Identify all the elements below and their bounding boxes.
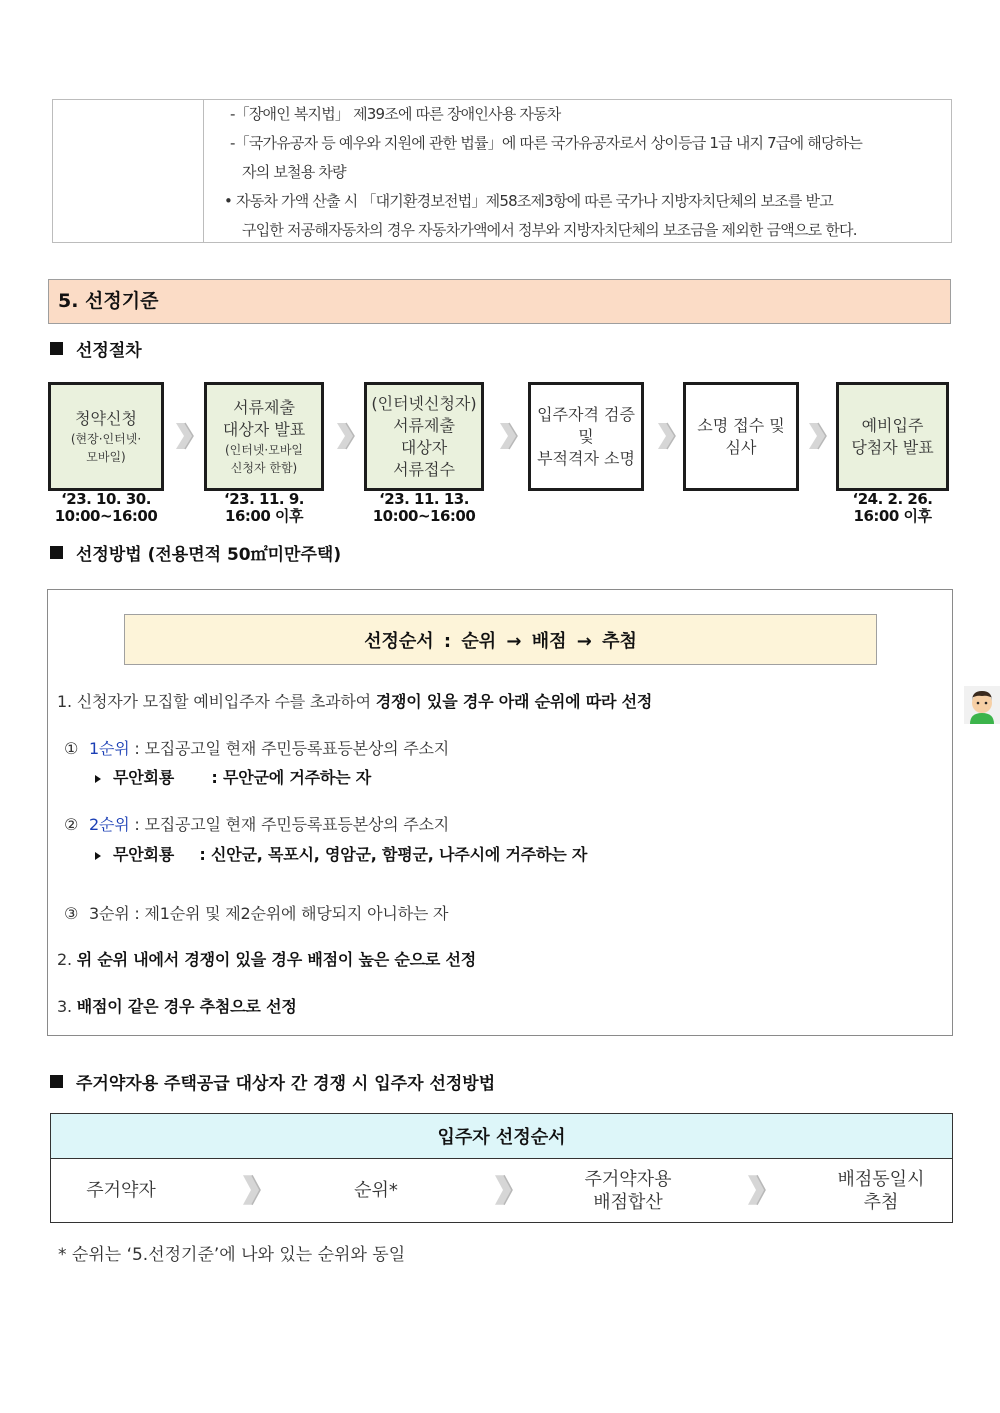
rank-1-detail <box>95 765 371 788</box>
selection-step-line: 주거약자 <box>86 1180 156 1201</box>
method-item-1 <box>57 689 652 712</box>
selection-step-1 <box>46 1159 196 1222</box>
table-title: 입주자 선정순서 <box>51 1114 952 1159</box>
method-item-3-text: 배점이 같은 경우 추첨으로 선정 <box>76 997 297 1016</box>
step-line: 대상자 <box>400 437 448 457</box>
step-date <box>354 491 494 525</box>
method-item-3 <box>57 994 297 1017</box>
step-note: (인터넷·모바일 <box>224 442 304 457</box>
step-date <box>194 491 334 525</box>
rank-3-text: 3순위 : 제1순위 및 제2순위에 해당되지 아니하는 자 <box>89 904 449 923</box>
square-bullet-icon <box>50 1075 63 1088</box>
method-item-2-text: 위 순위 내에서 경쟁이 있을 경우 배점이 높은 순으로 선정 <box>76 950 476 969</box>
selection-step-line: 추첨 <box>863 1191 899 1213</box>
rank-1-complex: 무안회룡 <box>113 768 175 787</box>
procedure-heading-text: 선정절차 <box>76 341 142 361</box>
step-line: 서류제출 <box>233 397 295 417</box>
method-item-1-text: 1. 신청자가 모집할 예비입주자 수를 초과하여 <box>57 692 376 711</box>
step-line: 입주자격 검증 <box>537 404 635 424</box>
procedure-step-6 <box>836 382 949 491</box>
rank-2-rest: 에 거주하는 자 <box>484 845 588 864</box>
chevron-arrow-icon <box>239 1173 261 1207</box>
table-line: 자의 보철용 차량 <box>242 163 346 181</box>
rank-1 <box>64 736 449 759</box>
step-date-line: ‘23. 11. 9. <box>224 490 304 508</box>
step-date-line: ‘23. 11. 13. <box>379 490 469 508</box>
rank-1-number: ① <box>64 739 79 758</box>
step-date-line: 16:00 이후 <box>225 507 303 525</box>
step-line: 부적격자 소명 <box>537 448 635 468</box>
chevron-arrow-icon <box>172 421 194 451</box>
selection-step-line: 배점동일시 <box>837 1168 925 1190</box>
vulnerable-heading <box>50 1069 495 1094</box>
rank-3 <box>64 901 448 924</box>
selection-step-line: 배점합산 <box>593 1191 663 1213</box>
step-date-line: 16:00 이후 <box>853 507 932 525</box>
rank-2-detail <box>95 842 587 865</box>
selection-step-3 <box>553 1159 703 1222</box>
method-heading-text: 선정방법 (전용면적 50㎡미만주택) <box>76 545 342 565</box>
step-date <box>826 491 959 525</box>
table-line: -「국가유공자 등 예우와 지원에 관한 법률」에 따른 국가유공자로서 상이등급 1급 내지 7급에 해당하는 <box>230 134 863 152</box>
chevron-arrow-icon <box>805 421 827 451</box>
rank-2-colon: : <box>194 845 211 864</box>
step-date <box>38 491 174 525</box>
triangle-bullet-icon <box>95 775 101 783</box>
step-line: (인터넷신청자) <box>371 393 477 413</box>
selection-step-2 <box>301 1159 451 1222</box>
rank-2-label: 2순위 <box>89 815 130 834</box>
table-line: -「장애인 복지법」 제39조에 따른 장애인사용 자동차 <box>230 105 561 123</box>
rank-2 <box>64 812 449 835</box>
method-heading <box>50 540 341 565</box>
footnote: * 순위는 ‘5.선정기준’에 나와 있는 순위와 동일 <box>58 1245 406 1265</box>
step-note: (현장·인터넷· <box>70 431 142 446</box>
chevron-arrow-icon <box>333 421 355 451</box>
section-title: 5. 선정기준 <box>48 279 951 324</box>
step-date-line: 10:00~16:00 <box>54 507 158 525</box>
step-line: 예비입주 <box>861 415 924 435</box>
selection-step-4 <box>806 1159 956 1222</box>
step-date-line: 10:00~16:00 <box>372 507 476 525</box>
step-line: 서류제출 <box>393 415 455 435</box>
rank-1-rest: 에 거주하는 자 <box>268 768 372 787</box>
step-line: 대상자 발표 <box>222 419 306 439</box>
selection-method-box <box>47 589 953 1036</box>
rank-2-complex: 무안회룡 <box>113 845 175 864</box>
table-line: • 자동차 가액 산출 시 「대기환경보전법」제58조제3항에 따른 국가나 지방자치단체의 보조를 받고 <box>224 192 833 210</box>
chevron-arrow-icon <box>496 421 518 451</box>
step-note: 신청자 한함) <box>230 460 298 475</box>
rank-2-number: ② <box>64 815 79 834</box>
step-line: 및 <box>578 426 594 446</box>
avatar-icon[interactable] <box>964 686 1000 724</box>
method-item-1-emphasis: 경쟁이 있을 경우 아래 순위에 따라 선정 <box>375 692 653 711</box>
method-item-2-number: 2. <box>57 950 77 969</box>
step-line: 당첨자 발표 <box>851 437 934 457</box>
procedure-step-2 <box>204 382 324 491</box>
selection-step-line: 주거약자용 <box>584 1168 672 1190</box>
step-line: 소명 접수 및 <box>697 415 785 435</box>
vulnerable-selection-table <box>50 1113 953 1223</box>
rank-1-region: 무안군 <box>222 768 269 787</box>
selection-step-line: 순위* <box>354 1180 398 1201</box>
chevron-arrow-icon <box>491 1173 513 1207</box>
rank-2-text: : 모집공고일 현재 주민등록표등본상의 주소지 <box>129 815 450 834</box>
step-line: 심사 <box>725 437 757 457</box>
step-line: 청약신청 <box>75 408 137 428</box>
rank-1-colon: : <box>206 768 223 787</box>
method-item-2 <box>57 947 476 970</box>
step-date-line: ‘24. 2. 26. <box>852 490 933 508</box>
procedure-step-4 <box>528 382 644 491</box>
selection-order-row <box>51 1159 952 1222</box>
square-bullet-icon <box>50 342 63 355</box>
table-content-cell <box>204 100 951 242</box>
table-label-cell <box>53 100 204 242</box>
rank-1-text: : 모집공고일 현재 주민등록표등본상의 주소지 <box>129 739 450 758</box>
selection-order-bar: 선정순서 : 순위 → 배점 → 추첨 <box>124 614 877 665</box>
table-line: 구입한 저공해자동차의 경우 자동차가액에서 정부와 지방자치단체의 보조금을 제외한 금액으로 한다. <box>242 221 857 239</box>
procedure-step-3 <box>364 382 484 491</box>
eligibility-table <box>52 99 952 243</box>
rank-2-regions: 신안군, 목포시, 영암군, 함평군, 나주시 <box>210 845 485 864</box>
step-note: 모바일) <box>86 449 126 464</box>
triangle-bullet-icon <box>95 852 101 860</box>
vulnerable-heading-text: 주거약자용 주택공급 대상자 간 경쟁 시 입주자 선정방법 <box>76 1074 496 1094</box>
chevron-arrow-icon <box>744 1173 766 1207</box>
step-line: 서류접수 <box>393 459 455 479</box>
square-bullet-icon <box>50 546 63 559</box>
rank-1-label: 1순위 <box>89 739 130 758</box>
chevron-arrow-icon <box>654 421 676 451</box>
procedure-step-1 <box>48 382 164 491</box>
step-date-line: ‘23. 10. 30. <box>61 490 151 508</box>
method-item-3-number: 3. <box>57 997 77 1016</box>
rank-3-number: ③ <box>64 904 79 923</box>
procedure-heading <box>50 336 142 361</box>
procedure-step-5 <box>683 382 799 491</box>
